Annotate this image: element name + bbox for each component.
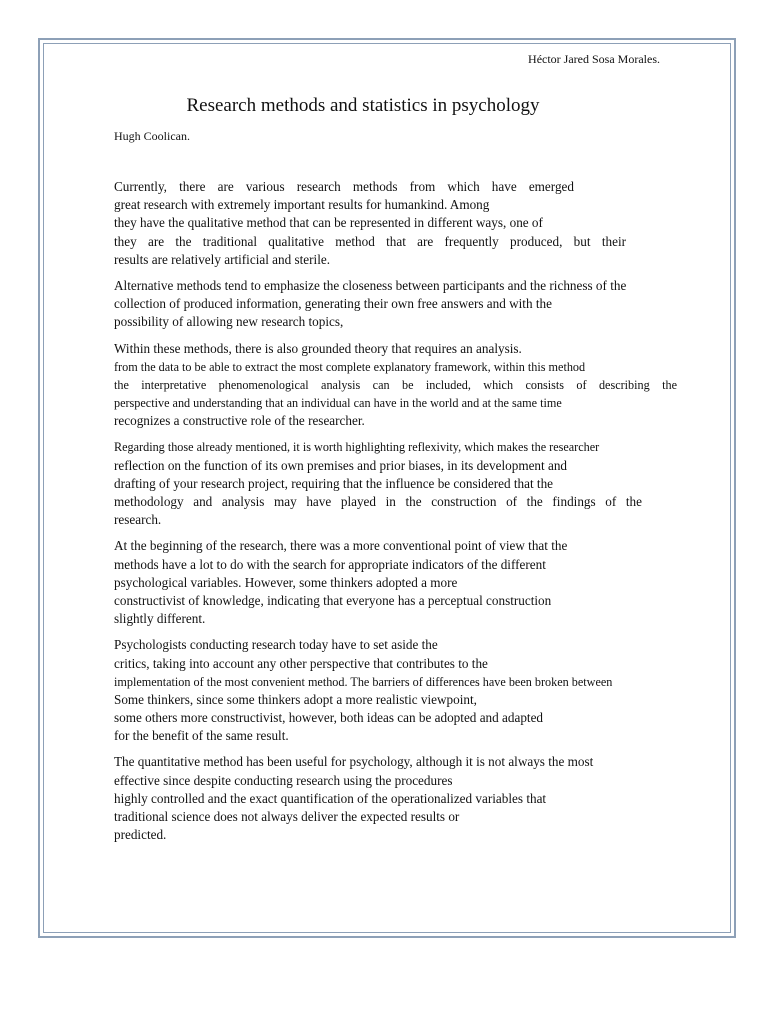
author-name: Héctor Jared Sosa Morales. (528, 52, 660, 66)
paragraph (114, 178, 694, 269)
text-line: critics, taking into account any other perspective that contributes to the (114, 655, 488, 671)
text-line: slightly different. (114, 611, 206, 627)
text-line: Within these methods, there is also grounded theory that requires an analysis. (114, 340, 522, 356)
text-line: drafting of your research project, requiring that the influence be considered that the (114, 475, 554, 491)
source-author: Hugh Coolican. (114, 129, 190, 143)
paragraph (114, 636, 694, 745)
text-line: traditional science does not always deliver the expected results or (114, 809, 460, 824)
text-line: Regarding those already mentioned, it is worth highlighting reflexivity, which makes the researcher (114, 440, 600, 455)
text-line: Alternative methods tend to emphasize the closeness between participants and the richness of the (114, 277, 627, 293)
text-line: methods have a lot to do with the search for appropriate indicators of the different (114, 556, 546, 572)
text-line: perspective and understanding that an individual can have in the world and at the same time (114, 396, 562, 411)
paragraph (114, 537, 694, 628)
text-line: results are relatively artificial and sterile. (114, 251, 331, 267)
text-line: Psychologists conducting research today have to set aside the (114, 637, 438, 653)
text-line: Some thinkers, since some thinkers adopt a more realistic viewpoint, (114, 691, 477, 707)
text-line: recognizes a constructive role of the researcher. (114, 413, 365, 429)
text-line: collection of produced information, generating their own free answers and with the (114, 296, 552, 312)
text-line: research. (114, 512, 162, 528)
text-line: from the data to be able to extract the most complete explanatory framework, within this method (114, 359, 586, 374)
text-line: implementation of the most convenient method. The barriers of differences have been broken between (114, 674, 613, 689)
text-line: The quantitative method has been useful for psychology, although it is not always the most (114, 754, 594, 770)
paragraph (114, 438, 694, 529)
text-line: At the beginning of the research, there was a more conventional point of view that the (114, 538, 568, 554)
text-line: they are the traditional qualitative method that are frequently produced, but their (114, 233, 626, 249)
text-line: they have the qualitative method that can be represented in different ways, one of (114, 215, 543, 231)
text-line: possibility of allowing new research topics, (114, 314, 344, 330)
document-body (114, 178, 694, 852)
text-line: some others more constructivist, however, both ideas can be adopted and adapted (114, 710, 544, 726)
text-line: for the benefit of the same result. (114, 728, 289, 744)
text-line: effective since despite conducting research using the procedures (114, 772, 453, 788)
paragraph (114, 340, 694, 431)
text-line: the interpretative phenomenological analysis can be included, which consists of describing the (114, 377, 677, 392)
text-line: highly controlled and the exact quantification of the operationalized variables that (114, 790, 547, 806)
text-line: psychological variables. However, some thinkers adopted a more (114, 574, 458, 590)
text-line: predicted. (114, 827, 167, 843)
text-line: great research with extremely important results for humankind. Among (114, 197, 490, 213)
paragraph (114, 277, 694, 332)
text-line: methodology and analysis may have played in the construction of the findings of the (114, 494, 642, 509)
document-title: Research methods and statistics in psychology (186, 95, 540, 116)
paragraph (114, 753, 694, 844)
text-line: Currently, there are various research methods from which have emerged (114, 179, 574, 194)
text-line: reflection on the function of its own premises and prior biases, in its development and (114, 457, 568, 473)
text-line: constructivist of knowledge, indicating that everyone has a perceptual construction (114, 592, 552, 608)
